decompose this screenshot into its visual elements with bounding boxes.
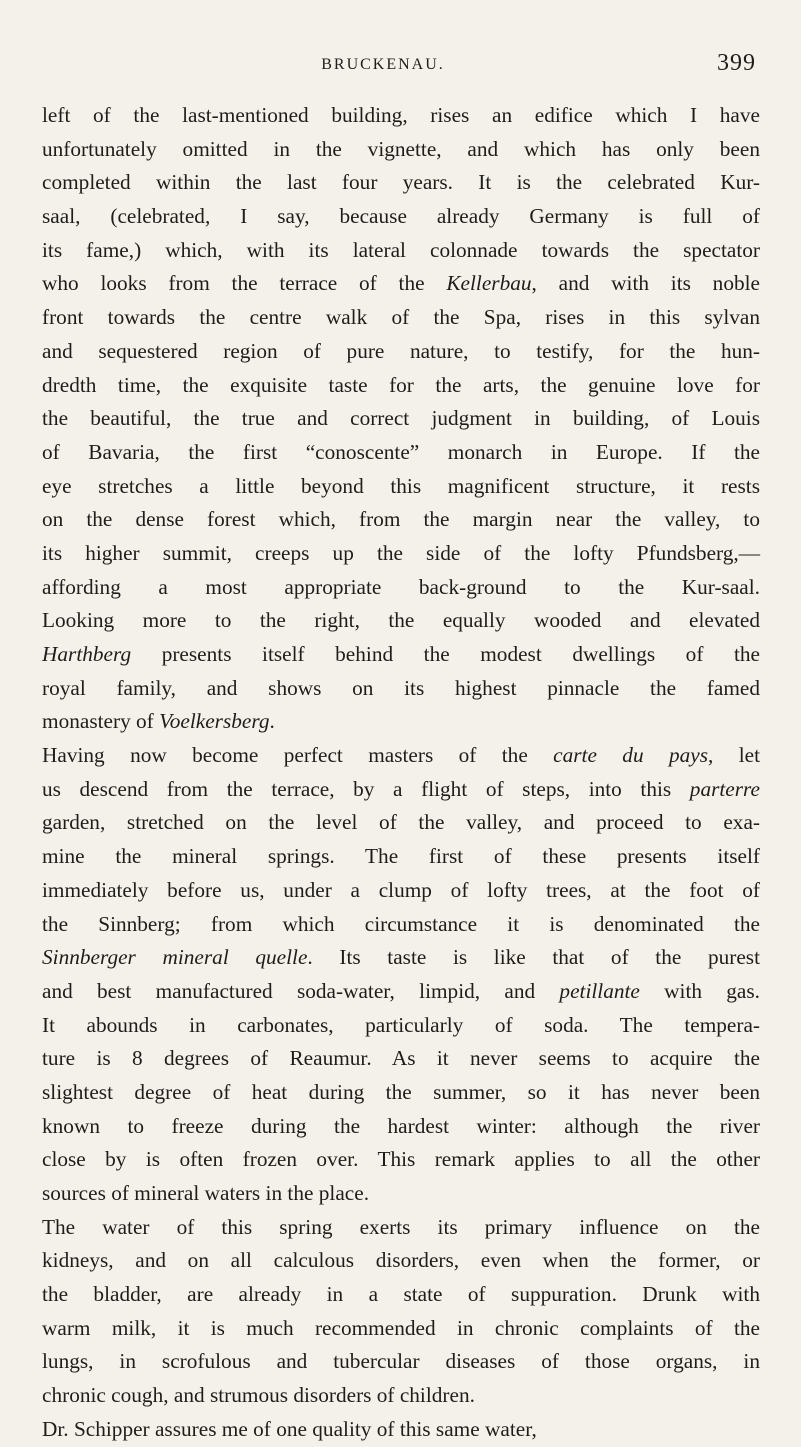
text-line: completed within the last four years. It is the celebrated Kur- — [42, 170, 760, 195]
text-line: the bladder, are already in a state of suppuration. Drunk with — [42, 1282, 760, 1307]
text-line: and best manufactured soda-water, limpid, and petillante with gas. — [42, 978, 761, 1003]
text-line: front towards the centre walk of the Spa, rises in this sylvan — [42, 305, 760, 330]
text-line: Having now become perfect masters of the carte du pays, let — [42, 743, 761, 768]
text-line: known to freeze during the hardest winter: although the river — [42, 1113, 760, 1138]
text-line: who looks from the terrace of the Kellerbau, and with its noble — [42, 271, 761, 296]
text-line: The water of this spring exerts its primary influence on the — [42, 1214, 760, 1239]
running-head: BRUCKENAU. — [321, 56, 445, 73]
text-line: left of the last-mentioned building, rises an edifice which I have — [42, 103, 760, 127]
text-line: Looking more to the right, the equally wooded and elevated — [42, 608, 760, 633]
text-line: slightest degree of heat during the summer, so it has never been — [42, 1079, 760, 1104]
text-line: saal, (celebrated, I say, because already Germany is full of — [42, 204, 760, 229]
text-line: It abounds in carbonates, particularly of soda. The tempera- — [42, 1012, 760, 1037]
text-line: monastery of Voelkersberg. — [42, 709, 275, 734]
text-line: dredth time, the exquisite taste for the arts, the genuine love for — [42, 372, 760, 397]
text-line: immediately before us, under a clump of lofty trees, at the foot of — [42, 877, 760, 902]
text-line: unfortunately omitted in the vignette, and which has only been — [42, 136, 760, 161]
text-line: the beautiful, the true and correct judgment in building, of Louis — [42, 406, 760, 431]
text-line: its fame,) which, with its lateral colonnade towards the spectator — [42, 237, 760, 262]
text-line: of Bavaria, the first “conoscente” monarch in Europe. If the — [42, 439, 760, 464]
text-line: royal family, and shows on its highest pinnacle the famed — [42, 675, 760, 700]
page-number: 399 — [717, 50, 756, 76]
text-line: lungs, in scrofulous and tubercular diseases of those organs, in — [42, 1349, 760, 1374]
body-text — [42, 99, 760, 1447]
text-line: Harthberg presents itself behind the modest dwellings of the — [42, 642, 760, 666]
text-line: ture is 8 degrees of Reaumur. As it never seems to acquire the — [42, 1046, 760, 1071]
text-line: Sinnberger mineral quelle. Its taste is like that of the purest — [42, 945, 760, 970]
text-line: us descend from the terrace, by a flight of steps, into this parterre — [42, 776, 760, 801]
text-line: and sequestered region of pure nature, to testify, for the hun- — [42, 338, 760, 363]
text-line: mine the mineral springs. The first of these presents itself — [42, 844, 760, 869]
text-line: Dr. Schipper assures me of one quality of this same water, — [42, 1416, 537, 1441]
text-line: its higher summit, creeps up the side of the lofty Pfundsberg,— — [42, 540, 760, 565]
text-line: on the dense forest which, from the margin near the valley, to — [42, 507, 760, 532]
text-line: affording a most appropriate back-ground to the Kur-saal. — [42, 574, 760, 599]
text-line: warm milk, it is much recommended in chronic complaints of the — [42, 1315, 760, 1340]
text-line: close by is often frozen over. This remark applies to all the other — [42, 1147, 760, 1172]
text-line: kidneys, and on all calculous disorders, even when the former, or — [42, 1248, 760, 1273]
text-line: chronic cough, and strumous disorders of children. — [42, 1383, 475, 1408]
text-line: eye stretches a little beyond this magnificent structure, it rests — [42, 473, 760, 498]
text-line: garden, stretched on the level of the valley, and proceed to exa- — [42, 810, 760, 835]
text-line: the Sinnberg; from which circumstance it is denominated the — [42, 911, 760, 936]
text-line: sources of mineral waters in the place. — [42, 1181, 370, 1205]
